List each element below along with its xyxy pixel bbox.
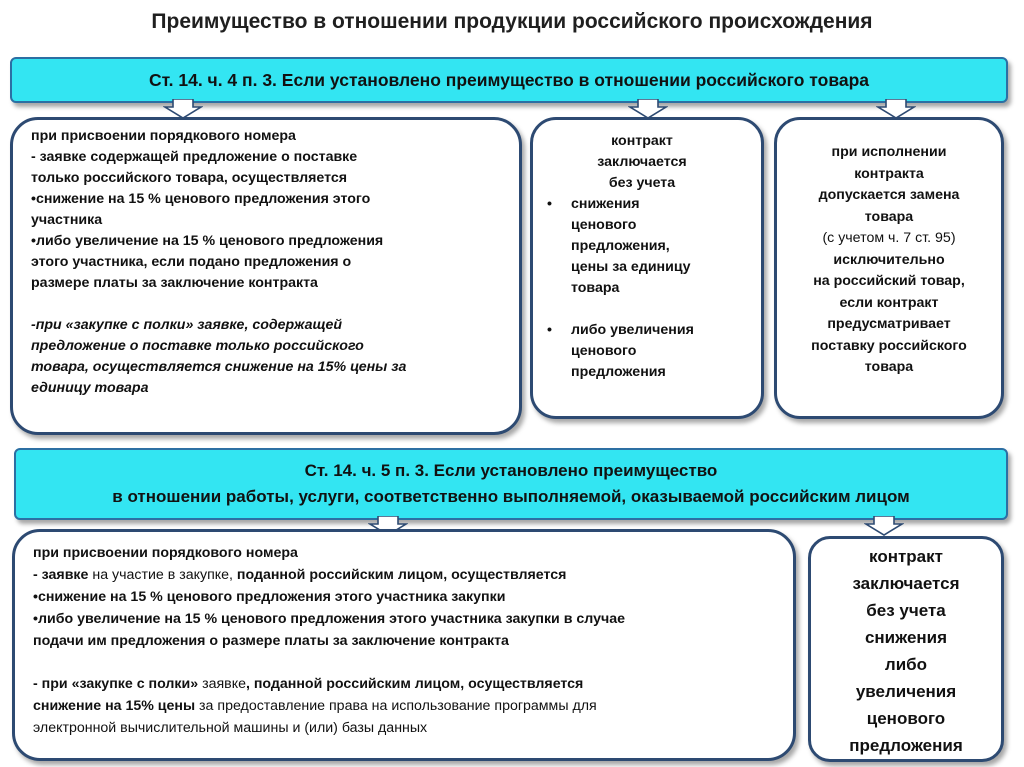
- text-line: только российского товара, осуществляется: [31, 170, 348, 186]
- text-fragment: снижение на 15% цены: [33, 698, 196, 714]
- text-line: исключительно: [833, 251, 945, 268]
- text-line: если контракт: [839, 294, 939, 311]
- text-line: товара, осуществляется снижение на 15% цены за: [31, 359, 407, 375]
- text-line: этого участника, если подано предложения о: [31, 254, 352, 270]
- text-fragment: - заявке: [33, 567, 89, 583]
- banner-services-line: в отношении работы, услуги, соответственно выполняемой, оказываемой российским лицом: [112, 487, 910, 506]
- text-line: единицу товара: [31, 380, 149, 396]
- text-fragment: поданной российским лицом, осуществляется: [236, 567, 567, 583]
- text-line: -при «закупке с полки» заявке, содержащей: [31, 317, 343, 333]
- text-line: контракт: [869, 547, 943, 566]
- text-line: снижения: [864, 628, 948, 647]
- text-fragment: за предоставление права на использование программы для: [195, 698, 597, 714]
- text-line: увеличения: [855, 682, 957, 701]
- text-line: без учета: [608, 175, 676, 191]
- text-fragment: , поданной российским лицом, осуществляется: [245, 676, 584, 692]
- services-ordering-box: [12, 529, 796, 761]
- text-line: либо: [884, 655, 928, 674]
- text-line: предложения: [849, 736, 963, 755]
- text-line: допускается замена: [818, 187, 960, 203]
- text-line: участника: [31, 212, 103, 228]
- list-item: [547, 320, 751, 383]
- text-line: электронной вычислительной машины и (или) базы данных: [33, 720, 428, 736]
- text-line: товара: [571, 280, 620, 296]
- arrow-down-icon: [628, 99, 668, 119]
- bullet-icon: •: [547, 322, 552, 338]
- text-line: ценового: [866, 709, 946, 728]
- banner-goods-article: [10, 57, 1008, 103]
- text-line: ценового: [571, 343, 637, 359]
- banner-services-line: Ст. 14. ч. 5 п. 3. Если установлено преимущество: [304, 461, 718, 480]
- goods-execution-box: [774, 117, 1004, 419]
- text-line: поставку российского: [811, 337, 967, 354]
- arrow-down-icon: [864, 516, 904, 536]
- text-line: •либо увеличение на 15 % ценового предложения: [31, 233, 384, 249]
- text-line: [33, 564, 779, 586]
- list-item: [547, 194, 751, 299]
- goods-contract-box: [530, 117, 764, 419]
- bullet-icon: •: [547, 196, 552, 212]
- arrow-down-icon: [876, 99, 916, 119]
- text-line: [33, 673, 779, 695]
- text-line: (с учетом ч. 7 ст. 95): [822, 230, 956, 246]
- arrow-down-icon: [163, 99, 203, 119]
- text-line: ценового: [571, 217, 637, 233]
- text-line: контракт: [611, 133, 673, 149]
- text-line: •снижение на 15 % ценового предложения этого участника закупки: [33, 589, 506, 605]
- banner-goods-text: Ст. 14. ч. 4 п. 3. Если установлено преимущество в отношении российского товара: [148, 69, 870, 90]
- text-line: размере платы за заключение контракта: [31, 275, 318, 291]
- text-line: при исполнении: [831, 144, 947, 160]
- text-fragment: на участие в закупке,: [88, 567, 237, 583]
- text-line: заключается: [852, 574, 960, 593]
- text-fragment: заявке: [202, 676, 246, 692]
- text-line: контракта: [854, 165, 924, 182]
- text-line: •снижение на 15 % ценового предложения этого: [31, 191, 371, 207]
- text-line: цены за единицу: [571, 259, 691, 275]
- text-line: товара: [864, 359, 914, 375]
- text-fragment: - при «закупке с полки»: [33, 676, 203, 692]
- text-line: подачи им предложения о размере платы за заключение контракта: [33, 633, 509, 649]
- text-line: при присвоении порядкового номера: [33, 545, 298, 561]
- text-line: снижения: [571, 196, 640, 212]
- text-line: [33, 695, 779, 717]
- text-line: без учета: [866, 601, 946, 620]
- text-line: •либо увеличение на 15 % ценового предложения этого участника закупки в случае: [33, 611, 625, 627]
- text-line: предложение о поставке только российского: [31, 338, 364, 354]
- text-line: либо увеличения: [571, 322, 694, 338]
- text-line: товара: [864, 208, 914, 225]
- goods-ordering-box: [10, 117, 522, 435]
- banner-services-article: [14, 448, 1008, 520]
- page-title: Преимущество в отношении продукции российского происхождения: [151, 10, 873, 33]
- text-line: предусматривает: [827, 316, 951, 332]
- text-line: на российский товар,: [813, 273, 965, 289]
- text-line: предложения,: [571, 238, 670, 254]
- text-line: - заявке содержащей предложение о поставке: [31, 149, 358, 165]
- services-contract-box: [808, 536, 1004, 762]
- text-line: заключается: [597, 154, 687, 170]
- text-line: предложения: [571, 364, 666, 380]
- text-line: при присвоении порядкового номера: [31, 128, 296, 144]
